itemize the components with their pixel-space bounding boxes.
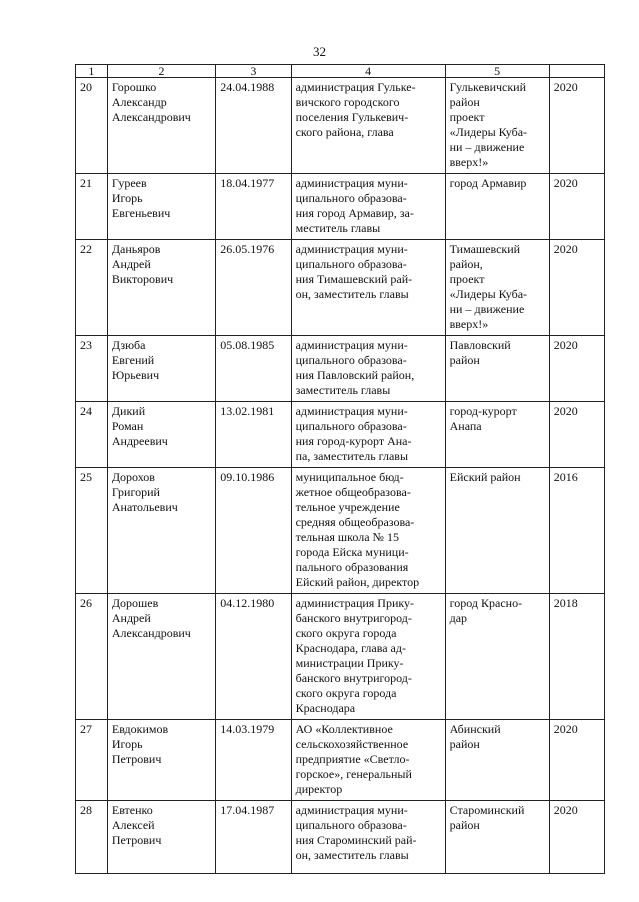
cell-text: Тимашевский [449,242,521,256]
cell-text: Дорошев [111,596,159,610]
cell-text: 2020 [553,803,578,817]
cell-text: банского внутригород- [295,671,412,685]
cell-text: ципального образова- [295,419,407,433]
cell-text: меститель главы [295,221,381,235]
column-header: 3 [216,65,291,78]
cell-text: 20 [80,80,92,94]
cell-text: район [449,353,480,367]
cell-text: 14.03.1979 [220,722,275,736]
cell-text: 2020 [553,404,578,418]
cell-text: ского округа города [295,626,397,640]
cell-text: «Лидеры Куба- [449,287,528,301]
cell-text: 24.04.1988 [220,80,275,94]
birth-date-cell [216,240,291,336]
cell-text: город Армавир [449,176,527,190]
organization-cell [291,336,445,402]
cell-text: «Лидеры Куба- [449,125,528,139]
cell-text: пального образования [295,560,409,574]
year-cell [549,720,604,801]
organization-cell [291,240,445,336]
row-number-cell [76,336,108,402]
cell-text: администрация Гульке- [295,80,416,94]
cell-text: заместитель главы [295,383,391,397]
row-number-cell [76,468,108,594]
cell-text: Роман [111,419,144,433]
cell-text: район [449,818,480,832]
cell-text: Дзюба [111,338,146,352]
cell-text: горское», генеральный [295,767,412,781]
table-row [76,594,605,720]
cell-text: администрация Прику- [295,596,415,610]
cell-text: район [449,95,480,109]
cell-text: Евгений [111,353,155,367]
year-cell [549,594,604,720]
row-number-cell [76,594,108,720]
territory-cell [445,720,549,801]
cell-text: Павловский [449,338,511,352]
cell-text: Андрей [111,611,151,625]
cell-text: Андреевич [111,434,168,448]
birth-date-cell [216,174,291,240]
cell-text: Дорохов [111,470,155,484]
cell-text: Викторович [111,272,174,286]
birth-date-cell [216,468,291,594]
territory-cell [445,402,549,468]
territory-cell [445,594,549,720]
full-name-cell [107,336,215,402]
cell-text: 23 [80,338,92,352]
cell-text: па, заместитель главы [295,449,409,463]
birth-date-cell [216,336,291,402]
cell-text: Юрьевич [111,368,160,382]
cell-text: Андрей [111,257,151,271]
cell-text: ского района, глава [295,125,394,139]
full-name-cell [107,801,215,874]
table-row [76,720,605,801]
territory-cell [445,336,549,402]
table-row [76,468,605,594]
cell-text: город Красно- [449,596,523,610]
cell-text: Алексей [111,818,155,832]
row-number-cell [76,174,108,240]
row-number-cell [76,78,108,174]
full-name-cell [107,720,215,801]
year-cell [549,801,604,874]
year-cell [549,78,604,174]
cell-text: АО «Коллективное [295,722,393,736]
organization-cell [291,720,445,801]
cell-text: Григорий [111,485,160,499]
cell-text: Петрович [111,833,162,847]
cell-text: средняя общеобразова- [295,515,415,529]
cell-text: 13.02.1981 [220,404,275,418]
organization-cell [291,468,445,594]
cell-text: Гуреев [111,176,147,190]
cell-text: Игорь [111,191,143,205]
cell-text: 21 [80,176,92,190]
table-row [76,174,605,240]
cell-text: Абинский [449,722,501,736]
year-cell [549,336,604,402]
table-body [76,78,605,874]
full-name-cell [107,402,215,468]
organization-cell [291,402,445,468]
organization-cell [291,78,445,174]
cell-text: города Ейска муници- [295,545,409,559]
cell-text: ципального образова- [295,191,407,205]
registry-table [75,64,605,874]
cell-text: ципального образова- [295,353,407,367]
cell-text: муниципальное бюд- [295,470,404,484]
cell-text: директор [295,782,343,796]
cell-text: Ейский район, директор [295,575,420,589]
territory-cell [445,240,549,336]
territory-cell [445,174,549,240]
full-name-cell [107,468,215,594]
cell-text: 2018 [553,596,578,610]
cell-text: он, заместитель главы [295,848,409,862]
cell-text: 2020 [553,722,578,736]
column-header [549,65,604,78]
cell-text: 28 [80,803,92,817]
full-name-cell [107,78,215,174]
column-header: 2 [107,65,215,78]
table-row [76,336,605,402]
birth-date-cell [216,78,291,174]
row-number-cell [76,402,108,468]
cell-text: Александрович [111,110,191,124]
cell-text: город-курорт [449,404,517,418]
cell-text: 18.04.1977 [220,176,275,190]
organization-cell [291,801,445,874]
cell-text: проект [449,110,485,124]
cell-text: 22 [80,242,92,256]
cell-text: 27 [80,722,92,736]
cell-text: 24 [80,404,92,418]
column-header: 4 [291,65,445,78]
cell-text: ния Павловский район, [295,368,415,382]
cell-text: Александр [111,95,167,109]
cell-text: 05.08.1985 [220,338,275,352]
cell-text: Игорь [111,737,143,751]
year-cell [549,174,604,240]
territory-cell [445,78,549,174]
page-number: 32 [313,44,326,59]
cell-text: Краснодара, глава ад- [295,641,406,655]
cell-text: администрация муни- [295,803,408,817]
cell-text: вичского городского [295,95,400,109]
cell-text: тельное учреждение [295,500,400,514]
cell-text: ния город Армавир, за- [295,206,414,220]
cell-text: ни – движение [449,140,525,154]
cell-text: ского округа города [295,686,397,700]
cell-text: Дикий [111,404,146,418]
row-number-cell [76,240,108,336]
cell-text: Анатольевич [111,500,178,514]
cell-text: ния Староминский рай- [295,833,417,847]
territory-cell [445,468,549,594]
cell-text: ни – движение [449,302,525,316]
cell-text: Горошко [111,80,157,94]
year-cell [549,402,604,468]
cell-text: вверх!» [449,155,489,169]
cell-text: Евтенко [111,803,153,817]
cell-text: Гулькевичский [449,80,527,94]
cell-text: 17.04.1987 [220,803,275,817]
cell-text: администрация муни- [295,242,408,256]
cell-text: администрация муни- [295,404,408,418]
row-number-cell [76,801,108,874]
cell-text: жетное общеобразова- [295,485,411,499]
cell-text: ципального образова- [295,818,407,832]
birth-date-cell [216,720,291,801]
cell-text: район [449,737,480,751]
cell-text: банского внутригород- [295,611,412,625]
cell-text: ния Тимашевский рай- [295,272,413,286]
full-name-cell [107,240,215,336]
cell-text: 2020 [553,338,578,352]
cell-text: Ейский район [449,470,521,484]
column-header: 1 [76,65,108,78]
full-name-cell [107,594,215,720]
cell-text: Староминский [449,803,525,817]
cell-text: сельскохозяйственное [295,737,409,751]
cell-text: 04.12.1980 [220,596,275,610]
cell-text: Евгеньевич [111,206,171,220]
cell-text: 09.10.1986 [220,470,275,484]
cell-text: ципального образова- [295,257,407,271]
cell-text: 25 [80,470,92,484]
birth-date-cell [216,801,291,874]
cell-text: Петрович [111,752,162,766]
column-header: 5 [445,65,549,78]
cell-text: тельная школа № 15 [295,530,399,544]
cell-text: 2020 [553,176,578,190]
cell-text: проект [449,272,485,286]
cell-text: 2020 [553,242,578,256]
year-cell [549,468,604,594]
cell-text: он, заместитель главы [295,287,409,301]
cell-text: район, [449,257,483,271]
full-name-cell [107,174,215,240]
organization-cell [291,174,445,240]
cell-text: 2016 [553,470,578,484]
cell-text: администрация муни- [295,338,408,352]
cell-text: вверх!» [449,317,489,331]
cell-text: Даньяров [111,242,161,256]
cell-text: 26.05.1976 [220,242,275,256]
cell-text: 26 [80,596,92,610]
table-row [76,240,605,336]
cell-text: министрации Прику- [295,656,404,670]
cell-text: Анапа [449,419,482,433]
row-number-cell [76,720,108,801]
birth-date-cell [216,402,291,468]
cell-text: 2020 [553,80,578,94]
cell-text: Евдокимов [111,722,169,736]
organization-cell [291,594,445,720]
cell-text: ния город-курорт Ана- [295,434,412,448]
cell-text: предприятие «Светло- [295,752,410,766]
table-row [76,78,605,174]
table-row [76,402,605,468]
cell-text: дар [449,611,468,625]
cell-text: Александрович [111,626,191,640]
table-row [76,801,605,874]
cell-text: администрация муни- [295,176,408,190]
cell-text: Краснодара [295,701,356,715]
year-cell [549,240,604,336]
birth-date-cell [216,594,291,720]
header-row [76,65,605,78]
cell-text: поселения Гулькевич- [295,110,409,124]
territory-cell [445,801,549,874]
